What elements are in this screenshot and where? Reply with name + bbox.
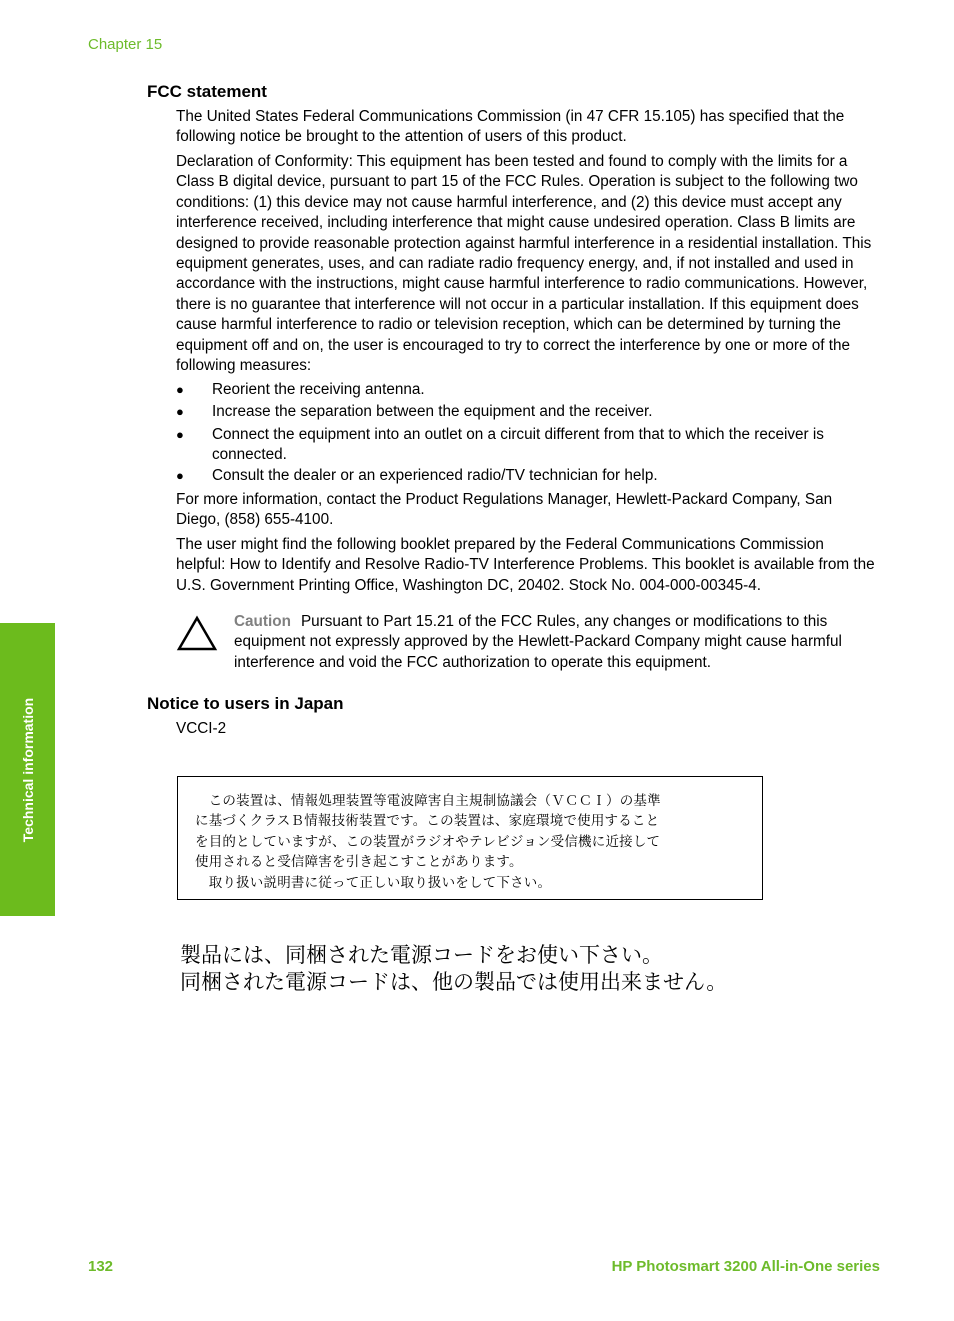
vcci-line: に基づくクラスＢ情報技術装置です。この装置は、家庭環境で使用すること: [195, 813, 660, 830]
product-name: HP Photosmart 3200 All-in-One series: [611, 1258, 880, 1275]
list-item: ● Consult the dealer or an experienced radio/TV technician for help.: [176, 466, 876, 486]
bullet-icon: ●: [176, 382, 184, 397]
caution-label: Caution: [234, 613, 291, 630]
caution-triangle-icon: [176, 614, 218, 654]
power-cord-line: 同梱された電源コードは、他の製品では使用出来ません。: [180, 970, 728, 994]
power-cord-line: 製品には、同梱された電源コードをお使い下さい。: [180, 943, 663, 967]
fcc-heading: FCC statement: [147, 82, 267, 101]
bullet-icon: ●: [176, 427, 184, 442]
vcci-line: この装置は、情報処理装置等電波障害自主規制協議会（ＶＣＣＩ）の基準: [195, 793, 661, 809]
caution-note: [234, 612, 876, 673]
vcci-notice-box: [177, 776, 763, 900]
vcci-code: VCCI-2: [176, 720, 227, 737]
bullet-icon: ●: [176, 468, 184, 483]
fcc-paragraph-4: The user might find the following booklet prepared by the Federal Communications Commission helpful: How to Identify and Resolve Radio-TV Interference Problems. This booklet is available from the U.S. Government Printing Office, Washington DC, 20402. Stock No. 004-000-00345-4.: [176, 536, 875, 594]
bullet-icon: ●: [176, 404, 184, 419]
vcci-line: 取り扱い説明書に従って正しい取り扱いをして下さい。: [195, 874, 552, 891]
list-item: ● Connect the equipment into an outlet on a circuit different from that to which the receiver is connected.: [176, 426, 824, 464]
vcci-line: を目的としていますが、この装置がラジオやテレビジョン受信機に近接して: [195, 833, 661, 850]
page-number: 132: [88, 1258, 114, 1275]
caution-text: Pursuant to Part 15.21 of the FCC Rules, any changes or modifications to this equipment not expressly approved by the Hewlett-Packard Company might cause harmful interference and void the FCC authorization to operate this equipment.: [234, 613, 842, 671]
chapter-label: Chapter 15: [88, 36, 163, 53]
japan-heading: Notice to users in Japan: [147, 694, 344, 713]
side-tab-label: Technical information: [19, 697, 36, 842]
fcc-paragraph-2: Declaration of Conformity: This equipment has been tested and found to comply with the limits for a Class B digital device, pursuant to part 15 of the FCC Rules. Operation is subject to the following two conditions: (1) this device may not cause harmful interference, and (2) this device must accept any interference received, including interference that might cause undesired operation. Class B limits are designed to provide reasonable protection against harmful interference in a residential installation. This equipment generates, uses, and can radiate radio frequency energy, and, if not installed and used in accordance with the instructions, might cause harmful interference to radio communications. However, there is no guarantee that interference will not occur in a particular installation. If this equipment does cause harmful interference to radio or television reception, which can be determined by turning the equipment off and on, the user is encouraged to try to correct the interference by one or more of the following measures:: [176, 153, 872, 375]
list-item: ● Reorient the receiving antenna.: [176, 380, 876, 400]
fcc-paragraph-3: For more information, contact the Product Regulations Manager, Hewlett-Packard Company, San Diego, (858) 655-4100.: [176, 491, 833, 529]
fcc-paragraph-1: The United States Federal Communications Commission (in 47 CFR 15.105) has specified that the following notice be brought to the attention of users of this product.: [176, 108, 845, 146]
list-item: ● Increase the separation between the equipment and the receiver.: [176, 402, 876, 422]
power-cord-notice: [180, 942, 727, 996]
vcci-line: 使用されると受信障害を引き起こすことがあります。: [195, 854, 523, 871]
side-tab: [0, 623, 55, 916]
